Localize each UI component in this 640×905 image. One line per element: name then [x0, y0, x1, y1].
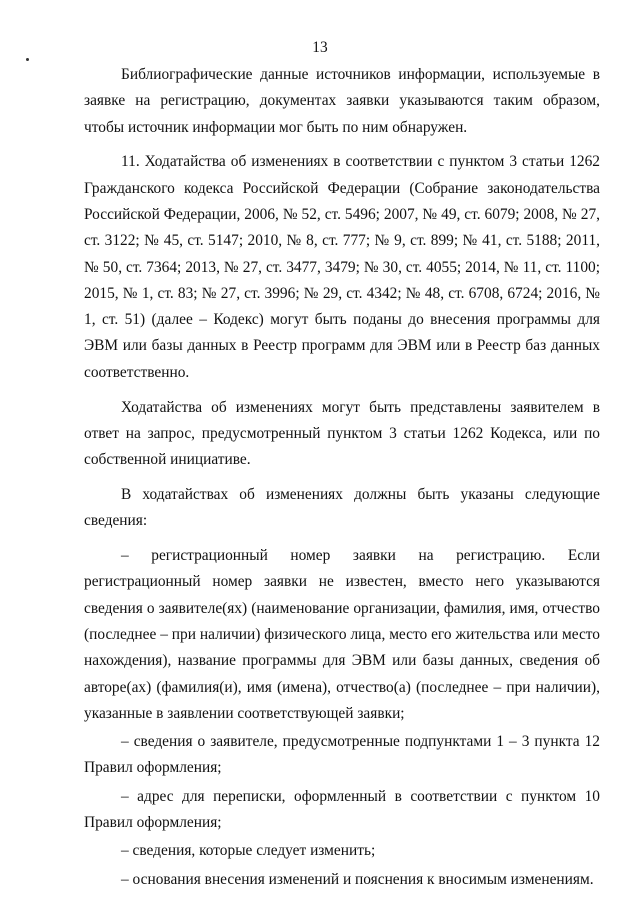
list-item-registration-number: – регистрационный номер заявки на регистрацию. Если регистрационный номер заявки не известен, вместо него указываются сведения о заявителе(ях) (наименование организации, фамилия, имя, отчество (последнее – при наличии) физического лица, место его жительства или место нахождения), название программы для ЭВМ или базы данных, сведения об авторе(ах) (фамилия(и), имя (имена), отчество(а) (последнее – при наличии), указанные в заявлении соответствующей заявки; — [84, 547, 600, 722]
paragraph-item-11-petitions: 11. Ходатайства об изменениях в соответствии с пунктом 3 статьи 1262 Гражданского кодекса Российской Федерации (Собрание законодательства Российской Федерации, 2006, № 52, ст. 5496; 2007, № 49, ст. 6079; 2008, № 27, ст. 3122; № 45, ст. 5147; 2010, № 8, ст. 777; № 9, ст. 899; № 41, ст. 5188; 2011, № 50, ст. 7364; 2013, № 27, ст. 3477, 3479; № 30, ст. 4055; 2014, № 11, ст. 1100; 2015, № 1, ст. 83; № 27, ст. 3996; № 29, ст. 4342; № 48, ст. 6708, 6724; 2016, № 1, ст. 51) (далее – Кодекс) могут быть поданы до внесения программы для ЭВМ или базы данных в Реестр программ для ЭВМ или в Реестр баз данных соответственно. — [84, 153, 600, 381]
paragraph-bibliographic-data: Библиографические данные источников информации, используемые в заявке на регистрацию, документах заявки указываются таким образом, чтобы источник информации мог быть по ним обнаружен. — [84, 66, 600, 136]
list-item-applicant-info: – сведения о заявителе, предусмотренные подпунктами 1 – 3 пункта 12 Правил оформления; — [84, 733, 600, 777]
list-item-grounds-for-changes: – основания внесения изменений и пояснения к вносимым изменениям. — [121, 870, 594, 888]
paragraph-required-info: В ходатайствах об изменениях должны быть указаны следующие сведения: — [84, 485, 600, 530]
page-number: 13 — [312, 39, 328, 56]
scan-artifact-dot — [26, 58, 29, 61]
document-body — [84, 62, 600, 893]
list-item-info-to-change: – сведения, которые следует изменить; — [121, 842, 376, 860]
list-item-correspondence-address: – адрес для переписки, оформленный в соответствии с пунктом 10 Правил оформления; — [84, 787, 600, 832]
paragraph-petition-submission: Ходатайства об изменениях могут быть представлены заявителем в ответ на запрос, предусмотренный пунктом 3 статьи 1262 Кодекса, или по собственной инициативе. — [84, 398, 600, 469]
